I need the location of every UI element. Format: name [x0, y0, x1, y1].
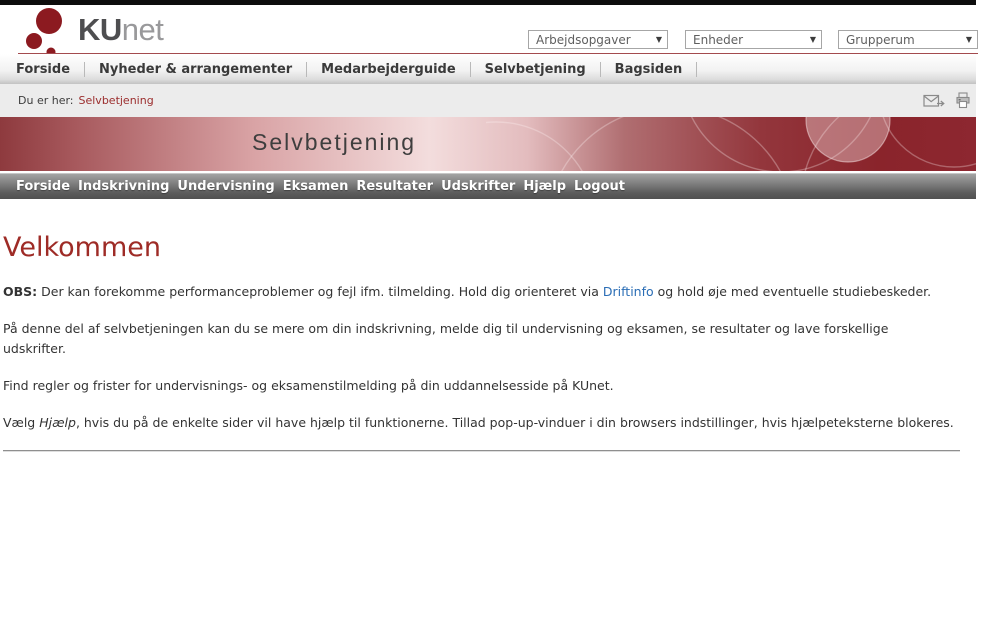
kunet-logo-text — [78, 7, 163, 53]
banner-title: Selvbetjening — [252, 129, 417, 155]
logo-ku: KU — [78, 12, 122, 47]
banner-circles-decoration — [486, 117, 976, 171]
breadcrumb-prefix: Du er her: — [18, 94, 74, 107]
arbejdsopgaver-dropdown[interactable] — [528, 30, 668, 49]
subnav-item-indskrivning[interactable]: Indskrivning — [78, 179, 170, 194]
help-text-before: Vælg — [3, 415, 40, 430]
nav-divider — [696, 62, 697, 77]
page-tools — [923, 92, 970, 109]
printer-icon — [956, 92, 970, 109]
nav-divider — [600, 62, 601, 77]
nav-item-medarbejderguide[interactable]: Medarbejderguide — [321, 61, 456, 77]
nav-item-forside[interactable]: Forside — [16, 61, 71, 77]
intro-paragraph: På denne del af selvbetjeningen kan du se mere om din indskrivning, melde dig til undervisning og eksamen, se resultater og lave forskellige udskrifter. — [3, 321, 889, 356]
nav-divider — [306, 62, 307, 77]
logo-net: net — [121, 12, 164, 47]
chevron-down-icon: ▼ — [965, 35, 972, 44]
driftinfo-link[interactable]: Driftinfo — [602, 284, 654, 299]
obs-notice — [3, 282, 955, 302]
nav-divider — [470, 62, 471, 77]
kunet-logo[interactable] — [18, 7, 163, 53]
ku-dots-logo-icon — [18, 7, 70, 53]
nav-item-bagsiden[interactable]: Bagsiden — [614, 61, 683, 77]
subnav-item-resultater[interactable]: Resultater — [356, 179, 434, 194]
nav-item-selvbetjening[interactable]: Selvbetjening — [484, 61, 586, 77]
send-page-button[interactable] — [923, 93, 946, 109]
chevron-down-icon: ▼ — [809, 35, 816, 44]
page-title: Velkommen — [3, 232, 162, 263]
subnav-item-forside[interactable]: Forside — [16, 179, 71, 194]
subnav-item-hjaelp[interactable]: Hjælp — [523, 179, 567, 194]
enheder-dropdown[interactable] — [685, 30, 822, 49]
dropdown-selected-label: Enheder — [693, 32, 744, 47]
dropdown-selected-label: Grupperum — [846, 32, 915, 47]
rules-paragraph: Find regler og frister for undervisnings- og eksamenstilmelding på din uddannelsesside på KUnet. — [3, 378, 614, 393]
help-text-after: , hvis du på de enkelte sider vil have hjælp til funktionerne. Tillad pop-up-vinduer i din browsers indstillinger, hvis hjælpeteksterne blokeres. — [75, 415, 954, 430]
obs-text-after-link: og hold øje med eventuelle studiebeskeder. — [653, 284, 932, 299]
section-banner — [0, 117, 976, 171]
nav-item-nyheder[interactable]: Nyheder & arrangementer — [99, 61, 293, 77]
breadcrumb — [0, 84, 976, 117]
help-paragraph — [3, 413, 955, 433]
main-content — [0, 232, 958, 452]
envelope-arrow-icon — [923, 93, 946, 109]
dropdown-selected-label: Arbejdsopgaver — [536, 32, 631, 47]
obs-text-before-link: Der kan forekomme performanceproblemer og fejl ifm. tilmelding. Hold dig orienteret via — [37, 284, 603, 299]
chevron-down-icon: ▼ — [655, 35, 662, 44]
subnav-item-eksamen[interactable]: Eksamen — [282, 179, 349, 194]
subnav-item-logout[interactable]: Logout — [574, 179, 625, 194]
print-page-button[interactable] — [956, 92, 970, 109]
help-italic-word: Hjælp — [39, 415, 76, 430]
breadcrumb-current-link[interactable]: Selvbetjening — [78, 94, 154, 107]
main-navigation — [0, 54, 976, 84]
subnav-item-udskrifter[interactable]: Udskrifter — [441, 179, 516, 194]
content-bottom-divider — [3, 450, 960, 452]
nav-divider — [84, 62, 85, 77]
subnav-item-undervisning[interactable]: Undervisning — [177, 179, 275, 194]
grupperum-dropdown[interactable] — [838, 30, 978, 49]
site-header — [0, 5, 982, 53]
obs-label: OBS: — [3, 284, 38, 299]
selvbetjening-sub-navigation — [0, 173, 976, 199]
